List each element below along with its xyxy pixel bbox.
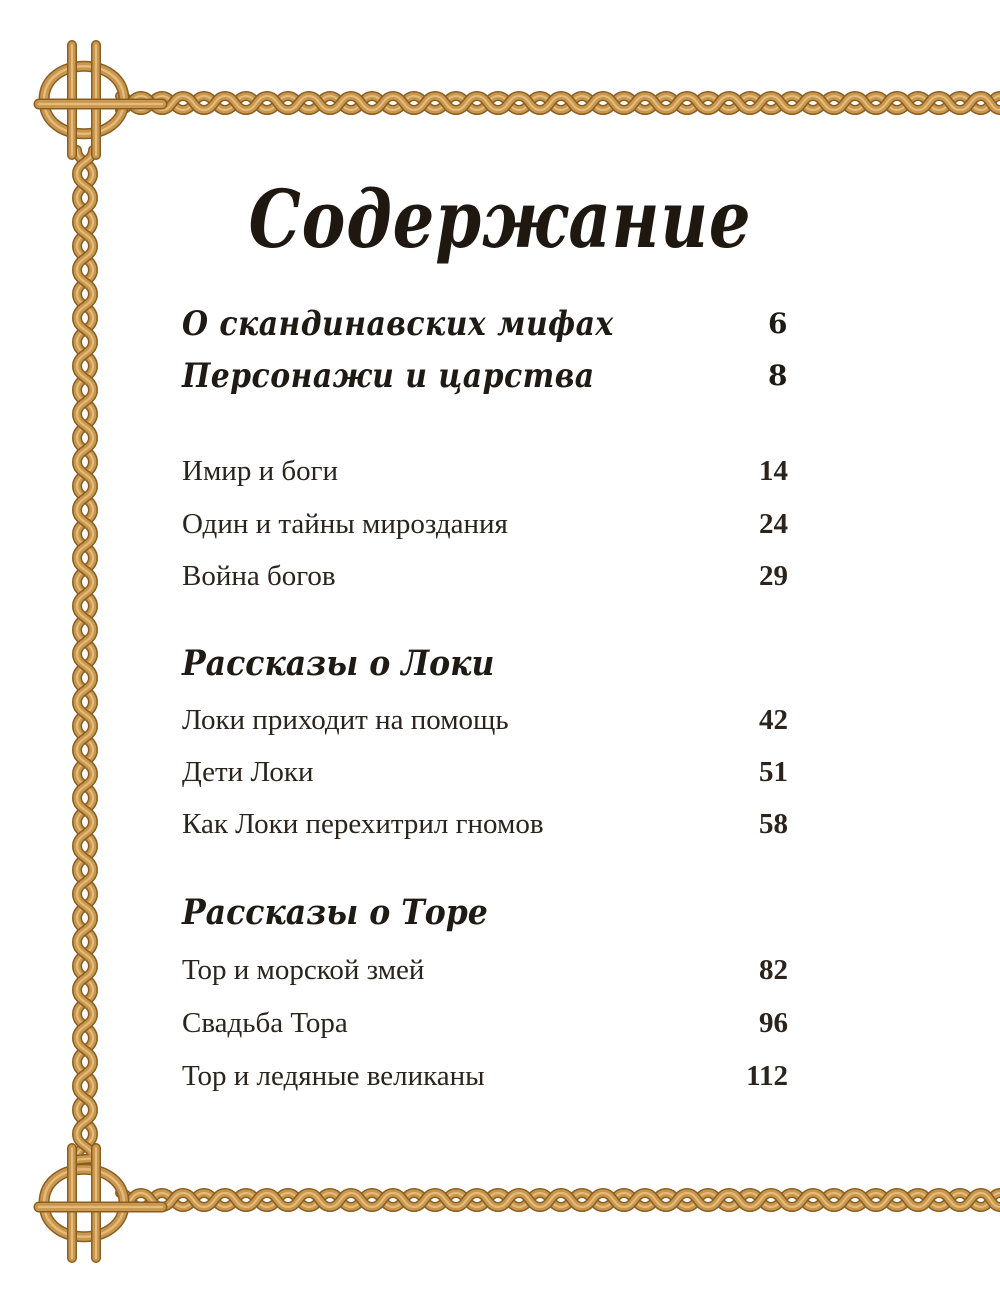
toc-page-number: 51 <box>759 756 788 788</box>
braid-bottom <box>120 1193 1000 1207</box>
toc-page-number: 112 <box>746 1060 788 1092</box>
toc-entry[interactable] <box>182 946 788 994</box>
toc-label: Тор и ледяные великаны <box>182 1060 485 1092</box>
section-heading-label: Рассказы о Локи <box>182 643 495 684</box>
toc-entry[interactable] <box>182 696 788 744</box>
toc-entry[interactable] <box>182 748 788 796</box>
toc-label: Война богов <box>182 560 336 592</box>
toc-entry[interactable] <box>182 447 788 495</box>
toc-page-number: 29 <box>759 560 788 592</box>
toc-label: Дети Локи <box>182 756 314 788</box>
toc-page-number: 6 <box>768 307 788 340</box>
section-heading-thor <box>182 889 788 937</box>
toc-label: Локи приходит на помощь <box>182 704 509 736</box>
toc-page-number: 42 <box>759 704 788 736</box>
toc-entry[interactable] <box>182 552 788 600</box>
corner-knot-top <box>39 45 162 155</box>
toc-entry[interactable] <box>182 1052 788 1100</box>
toc-major-entry[interactable] <box>182 352 788 400</box>
toc-entry[interactable] <box>182 500 788 548</box>
toc-entry[interactable] <box>182 999 788 1047</box>
section-heading-label: Рассказы о Торе <box>182 892 488 933</box>
toc-major-entry[interactable] <box>182 300 788 348</box>
toc-label: Один и тайны мироздания <box>182 508 508 540</box>
toc-label: Свадьба Тора <box>182 1007 348 1039</box>
toc-page-number: 8 <box>768 359 788 392</box>
toc-entry[interactable] <box>182 800 788 848</box>
section-heading-loki <box>182 640 788 688</box>
toc-page-number: 82 <box>759 954 788 986</box>
braid-left <box>77 150 93 1160</box>
corner-knot-bottom <box>39 1148 162 1258</box>
toc-label: Имир и боги <box>182 455 339 487</box>
toc-label: Тор и морской змей <box>182 954 425 986</box>
toc-page-number: 24 <box>759 508 788 540</box>
toc-label: Как Локи перехитрил гномов <box>182 808 544 840</box>
toc-label: Персонажи и царства <box>182 356 595 396</box>
toc-page-number: 14 <box>759 455 788 487</box>
braid-top <box>120 96 1000 110</box>
toc-page-number: 58 <box>759 808 788 840</box>
page-title: Содержание <box>248 172 752 266</box>
toc-page-number: 96 <box>759 1007 788 1039</box>
toc-label: О скандинавских мифах <box>182 304 614 344</box>
